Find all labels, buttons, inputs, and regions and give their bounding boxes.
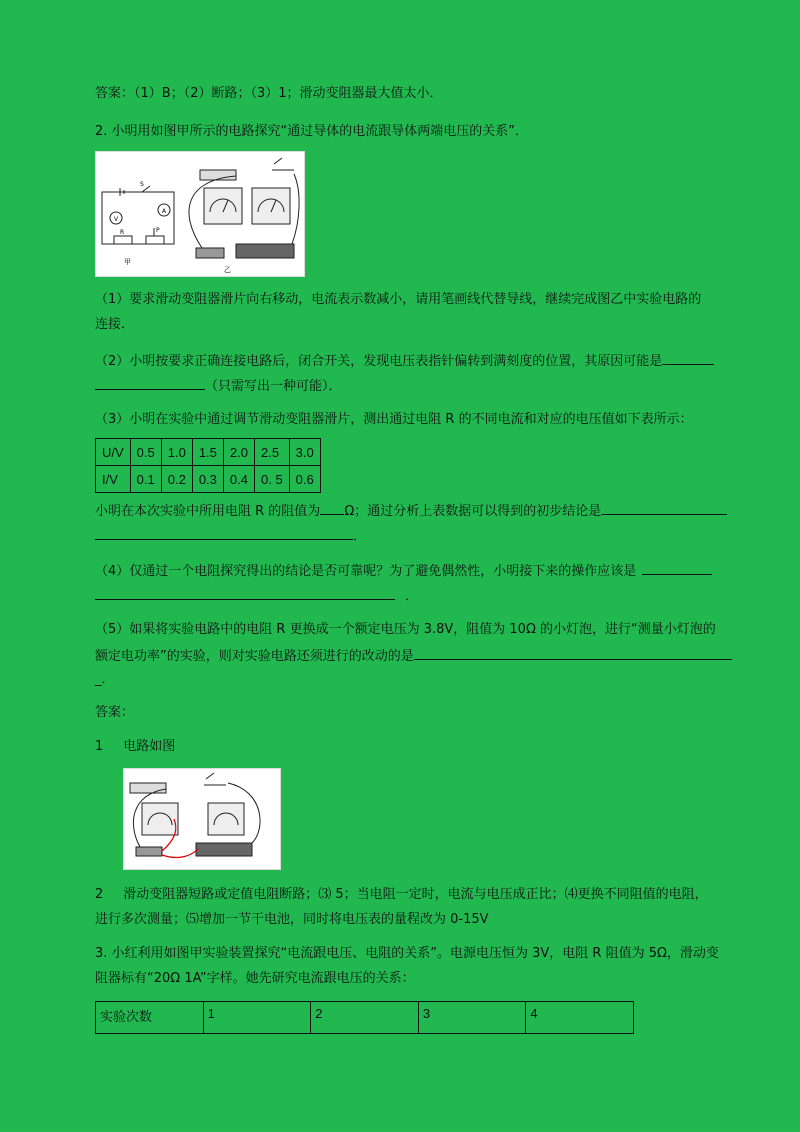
q2-part1-line2: 连接． bbox=[95, 317, 135, 332]
q2-part3b-line2 bbox=[95, 525, 765, 547]
q2-part1-line1: （1）要求滑动变阻器滑片向右移动，电流表示数减小，请用笔画线代替导线，继续完成图乙中实验电路的 bbox=[95, 292, 702, 307]
voltage-current-table bbox=[95, 438, 321, 493]
svg-text:甲: 甲 bbox=[124, 258, 131, 266]
table-cell: 0.2 bbox=[161, 466, 192, 493]
table-cell: 0.4 bbox=[223, 466, 254, 493]
svg-text:A: A bbox=[162, 208, 167, 215]
answer-number: 2 bbox=[95, 887, 104, 902]
q2-part4-text: （4）仅通过一个电阻探究得出的结论是否可靠呢？为了避免偶然性，小明接下来的操作应该是 bbox=[95, 564, 637, 579]
q2-part2-line1 bbox=[95, 350, 765, 372]
table-header-cell: 实验次数 bbox=[96, 1002, 204, 1034]
svg-text:P: P bbox=[156, 227, 160, 234]
answer-blank[interactable] bbox=[95, 525, 353, 540]
table-cell: 1.5 bbox=[192, 439, 223, 466]
table-cell: I/V bbox=[96, 466, 131, 493]
table-row bbox=[96, 439, 321, 466]
q2-answer-2-line1 bbox=[95, 885, 765, 905]
q2-part3b-end: ． bbox=[353, 529, 367, 544]
answer-text: 电路如图 bbox=[123, 739, 176, 754]
q2-part4-end: ． bbox=[405, 589, 419, 604]
answer-blank[interactable] bbox=[320, 500, 344, 515]
table-cell: 2.5 bbox=[254, 439, 289, 466]
table-header-cell: 3 bbox=[418, 1002, 526, 1034]
q2-part2-text2: （只需写出一种可能）． bbox=[205, 379, 342, 394]
svg-text:S: S bbox=[140, 181, 144, 188]
table-cell: 1.0 bbox=[161, 439, 192, 466]
table-cell: 0.5 bbox=[130, 439, 161, 466]
q2-answer-2-line2: 进行多次测量；⑸增加一节干电池，同时将电压表的量程改为 0-15V bbox=[95, 912, 489, 927]
trials-table bbox=[95, 1001, 634, 1034]
table-cell: 0.1 bbox=[130, 466, 161, 493]
svg-text:V: V bbox=[114, 216, 119, 223]
q2-answer-1 bbox=[95, 737, 765, 757]
table-cell: U/V bbox=[96, 439, 131, 466]
answer-number: 1 bbox=[95, 739, 104, 754]
q3-stem-line2: 阻器标有“20Ω 1A”字样。她先研究电流跟电压的关系： bbox=[95, 971, 415, 986]
q3-stem-line1: 3. 小红利用如图甲实验装置探究“电流跟电压、电阻的关系”。电源电压恒为 3V，电阻 R 阻值为 5Ω，滑动变 bbox=[95, 946, 719, 961]
answer-blank[interactable] bbox=[642, 560, 712, 575]
table-header-cell: 1 bbox=[203, 1002, 311, 1034]
circuit-figure-question bbox=[95, 151, 305, 277]
q2-part5-line3: _． bbox=[95, 672, 115, 687]
q2-part5-line2 bbox=[95, 645, 765, 667]
circuit-answer-icon bbox=[124, 769, 280, 869]
q2-answer-title: 答案： bbox=[95, 705, 135, 720]
table-header-cell: 2 bbox=[311, 1002, 419, 1034]
answer-blank[interactable] bbox=[662, 350, 714, 365]
table-cell: 0.3 bbox=[192, 466, 223, 493]
answer-text: 滑动变阻器短路或定值电阻断路；⑶ 5；当电阻一定时，电流与电压成正比；⑷更换不同阻值的电阻， bbox=[123, 887, 708, 902]
table-cell: 3.0 bbox=[289, 439, 320, 466]
q2-stem: 2. 小明用如图甲所示的电路探究“通过导体的电流跟导体两端电压的关系”． bbox=[95, 124, 529, 139]
table-cell: 2.0 bbox=[223, 439, 254, 466]
answer-blank[interactable] bbox=[414, 645, 732, 660]
svg-text:乙: 乙 bbox=[224, 266, 231, 274]
svg-text:R: R bbox=[120, 229, 125, 236]
circuit-diagram-icon bbox=[96, 152, 304, 276]
q2-part2-line2 bbox=[95, 375, 765, 397]
q2-part3b-line1 bbox=[95, 500, 765, 522]
answer-blank[interactable] bbox=[601, 500, 727, 515]
table-header-row bbox=[96, 1002, 634, 1034]
table-header-cell: 4 bbox=[526, 1002, 634, 1034]
q2-part5-line1: （5）如果将实验电路中的电阻 R 更换成一个额定电压为 3.8V，阻值为 10Ω 的小灯泡，进行“测量小灯泡的 bbox=[95, 622, 716, 637]
q1-answer: 答案：（1）B；（2）断路；（3）1；滑动变阻器最大值太小． bbox=[95, 86, 443, 101]
table-row bbox=[96, 466, 321, 493]
q2-part4-line2 bbox=[95, 585, 765, 607]
answer-blank[interactable] bbox=[95, 585, 395, 600]
q2-part4-line1 bbox=[95, 560, 765, 582]
q2-part5-text: 额定电功率”的实验，则对实验电路还须进行的改动的是 bbox=[95, 649, 414, 664]
q2-part3b-text-b: Ω；通过分析上表数据可以得到的初步结论是 bbox=[344, 504, 602, 519]
table-cell: 0. 5 bbox=[254, 466, 289, 493]
q2-part3: （3）小明在实验中通过调节滑动变阻器滑片，测出通过电阻 R 的不同电流和对应的电压值如下表所示： bbox=[95, 412, 693, 427]
q2-part2-text: （2）小明按要求正确连接电路后，闭合开关，发现电压表指针偏转到满刻度的位置，其原因可能是 bbox=[95, 354, 663, 369]
answer-blank[interactable] bbox=[95, 375, 205, 390]
circuit-figure-answer bbox=[123, 768, 281, 870]
table-cell: 0.6 bbox=[289, 466, 320, 493]
q2-part3b-text-a: 小明在本次实验中所用电阻 R 的阻值为 bbox=[95, 504, 321, 519]
